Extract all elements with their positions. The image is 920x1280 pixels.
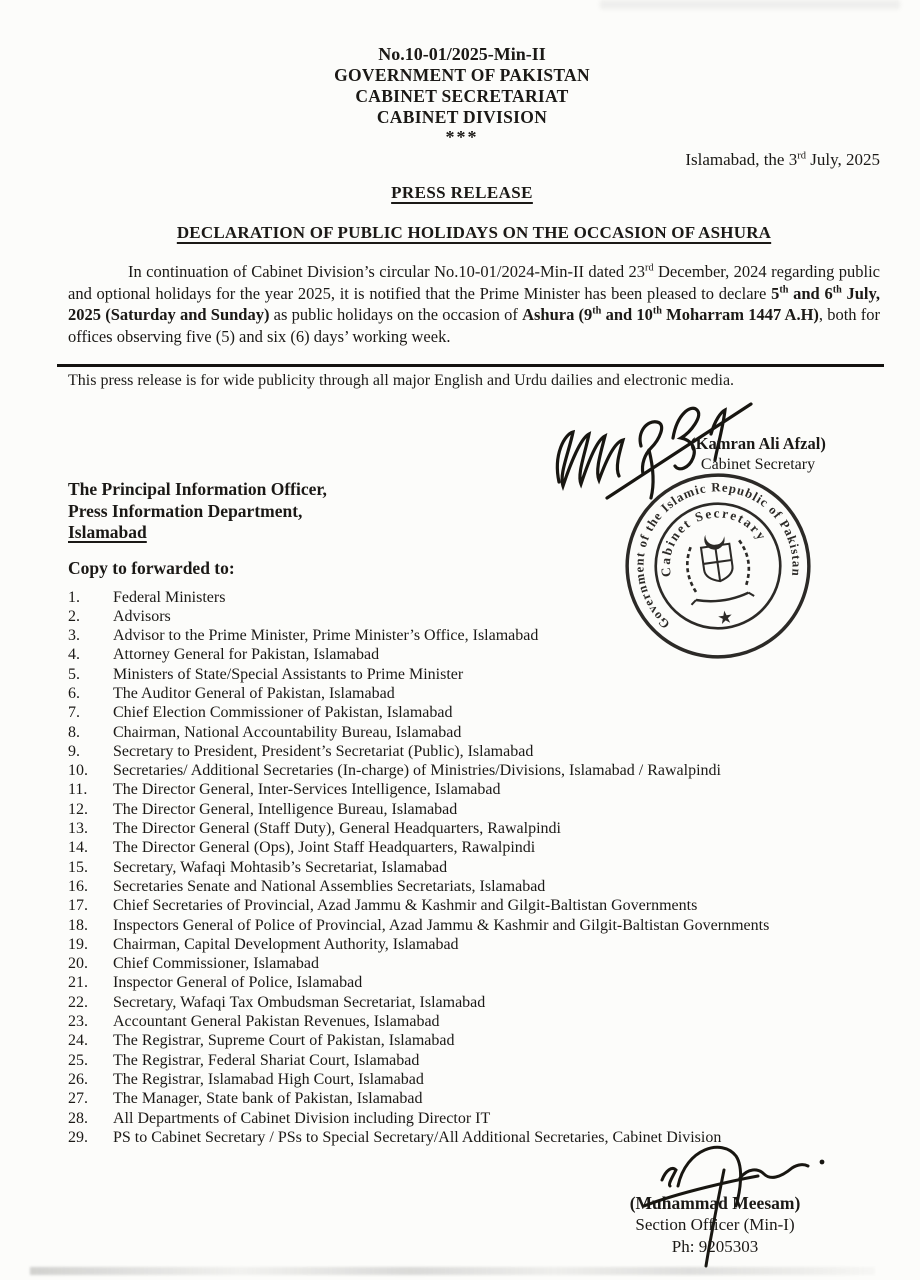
list-item <box>68 1109 880 1128</box>
body-text-segment: and 6 <box>788 283 833 303</box>
list-item <box>68 916 880 935</box>
body-text-segment: December, 2024 regarding public and optional holidays for the year 2025, it is notified that the Prime Minister has been pleased to declare <box>68 262 880 303</box>
list-item-text: Inspectors General of Police of Provincial, Azad Jammu & Kashmir and Gilgit-Baltistan Governments <box>113 916 770 934</box>
addressee-line-1: The Principal Information Officer, <box>68 479 327 499</box>
subject-heading-text: DECLARATION OF PUBLIC HOLIDAYS ON THE OCCASION OF ASHURA <box>176 223 772 242</box>
official-stamp <box>607 455 828 676</box>
list-item-number: 22. <box>68 993 88 1011</box>
list-item-text: All Departments of Cabinet Division including Director IT <box>113 1109 491 1127</box>
list-item-number: 27. <box>68 1090 88 1108</box>
reference-number: No.10-01/2025-Min-II <box>378 44 546 64</box>
list-item-text: The Registrar, Federal Shariat Court, Islamabad <box>113 1051 420 1069</box>
list-item-text: The Director General (Ops), Joint Staff Headquarters, Rawalpindi <box>113 839 536 857</box>
date-line <box>68 149 880 171</box>
list-item-text: Chief Secretaries of Provincial, Azad Jammu & Kashmir and Gilgit-Baltistan Governments <box>113 897 698 915</box>
list-item-text: The Auditor General of Pakistan, Islamabad <box>113 684 395 702</box>
press-release-heading-text: PRESS RELEASE <box>391 183 533 202</box>
list-item-text: Federal Ministers <box>113 588 226 606</box>
copy-distribution-list <box>68 588 880 1148</box>
list-item <box>68 838 880 857</box>
list-item <box>68 1031 880 1050</box>
list-item-text: Advisor to the Prime Minister, Prime Minister’s Office, Islamabad <box>113 627 539 645</box>
list-item <box>68 1051 880 1070</box>
list-item <box>68 780 880 799</box>
list-item-text: Secretaries/ Additional Secretaries (In-charge) of Ministries/Divisions, Islamabad / Rawalpindi <box>113 762 721 780</box>
list-item-text: Secretaries Senate and National Assemblies Secretariats, Islamabad <box>113 877 546 895</box>
list-item <box>68 703 880 722</box>
list-item-number: 6. <box>68 684 80 702</box>
body-text-segment: th <box>592 305 602 317</box>
list-item-number: 20. <box>68 955 88 973</box>
list-item-text: Attorney General for Pakistan, Islamabad <box>113 646 380 664</box>
list-item-number: 25. <box>68 1051 88 1069</box>
list-item-text: The Registrar, Islamabad High Court, Islamabad <box>113 1070 424 1088</box>
body-text-segment: Ashura (9 <box>522 305 593 324</box>
list-item <box>68 954 880 973</box>
body-text-segment: th <box>779 284 789 295</box>
stamp-star: ★ <box>717 608 734 628</box>
list-item-text: Ministers of State/Special Assistants to Prime Minister <box>113 665 464 683</box>
press-release-heading <box>56 183 868 203</box>
list-item <box>68 742 880 761</box>
list-item-number: 28. <box>68 1109 88 1127</box>
body-paragraph <box>68 261 880 347</box>
list-item-text: Chairman, Capital Development Authority, Islamabad <box>113 935 459 953</box>
list-item-text: The Manager, State bank of Pakistan, Islamabad <box>113 1090 423 1108</box>
list-item-text: Chairman, National Accountability Bureau, Islamabad <box>113 723 462 741</box>
list-item-number: 16. <box>68 877 88 895</box>
list-item-text: Secretary to President, President’s Secretariat (Public), Islamabad <box>113 742 534 760</box>
body-text-segment: Moharram 1447 A.H) <box>661 305 819 324</box>
signatory-bottom-phone: Ph: 9205303 <box>671 1237 759 1256</box>
horizontal-rule <box>57 364 884 367</box>
list-item <box>68 858 880 877</box>
list-item-text: Chief Commissioner, Islamabad <box>113 955 319 973</box>
list-item-text: Advisors <box>113 607 171 625</box>
list-item-number: 9. <box>68 742 80 760</box>
list-item <box>68 973 880 992</box>
list-item-number: 10. <box>68 762 88 780</box>
list-item-text: Secretary, Wafaqi Mohtasib’s Secretariat, Islamabad <box>113 858 448 876</box>
letterhead <box>56 44 868 146</box>
signatory-bottom-name: (Muhammad Meesam) <box>629 1193 801 1213</box>
date-ordinal-sup: rd <box>797 150 806 162</box>
list-item-text: The Director General (Staff Duty), General Headquarters, Rawalpindi <box>113 820 561 838</box>
list-item-number: 17. <box>68 897 88 915</box>
stamp-coat-of-arms <box>682 529 754 605</box>
list-item <box>68 684 880 703</box>
list-item <box>68 1070 880 1089</box>
body-text-segment: as public holidays on the occasion of <box>269 305 523 324</box>
date-prefix: Islamabad, the 3 <box>685 150 798 169</box>
stamp-inner-text: Cabinet Secretary <box>657 505 771 578</box>
list-item-text: Accountant General Pakistan Revenues, Islamabad <box>113 1013 440 1031</box>
list-item-number: 8. <box>68 723 80 741</box>
list-item-number: 24. <box>68 1032 88 1050</box>
list-item-number: 11. <box>68 781 88 799</box>
list-item-number: 1. <box>68 588 80 606</box>
list-item <box>68 935 880 954</box>
scan-artifact-bottom <box>30 1267 875 1275</box>
list-item-number: 14. <box>68 839 88 857</box>
list-item-number: 5. <box>68 665 80 683</box>
list-item-number: 7. <box>68 704 80 722</box>
list-item <box>68 761 880 780</box>
body-text-segment: In continuation of Cabinet Division’s circular No.10-01/2024-Min-II dated 23 <box>128 262 646 281</box>
stamp-outer-text: Government of the Islamic Republic of Pakistan <box>632 480 804 632</box>
list-item-number: 2. <box>68 607 80 625</box>
publicity-note: This press release is for wide publicity through all major English and Urdu dailies and electronic media. <box>68 372 735 389</box>
subject-heading <box>68 223 880 243</box>
body-text-segment: July, 2025 (Saturday and Sunday) <box>68 283 880 324</box>
list-item <box>68 1089 880 1108</box>
signatory-top-name: (Kamran Ali Afzal) <box>690 434 826 453</box>
signatory-top-title: Cabinet Secretary <box>700 456 816 473</box>
asterisk-separator: *** <box>445 127 479 147</box>
list-item-text: Secretary, Wafaqi Tax Ombudsman Secretariat, Islamabad <box>113 993 486 1011</box>
list-item <box>68 723 880 742</box>
list-item-text: The Director General, Intelligence Bureau, Islamabad <box>113 800 458 818</box>
list-item-text: Chief Election Commissioner of Pakistan, Islamabad <box>113 704 453 722</box>
body-text-segment: and 10 <box>601 305 653 324</box>
org-line-government: GOVERNMENT OF PAKISTAN <box>334 65 590 85</box>
list-item-number: 15. <box>68 858 88 876</box>
signatory-bottom-title: Section Officer (Min-I) <box>635 1215 795 1234</box>
list-item-text: The Registrar, Supreme Court of Pakistan, Islamabad <box>113 1032 455 1050</box>
date-suffix: July, 2025 <box>806 150 880 169</box>
org-line-division: CABINET DIVISION <box>376 107 548 127</box>
list-item <box>68 877 880 896</box>
list-item <box>68 800 880 819</box>
list-item-text: Inspector General of Police, Islamabad <box>113 974 363 992</box>
list-item-number: 29. <box>68 1128 88 1146</box>
list-item-number: 21. <box>68 974 88 992</box>
list-item <box>68 896 880 915</box>
list-item <box>68 819 880 838</box>
body-text-segment: rd <box>645 262 654 274</box>
list-item-number: 18. <box>68 916 88 934</box>
signatory-bottom <box>565 1142 865 1258</box>
body-text-segment: th <box>652 305 662 317</box>
list-item-number: 4. <box>68 646 80 664</box>
list-item-number: 13. <box>68 820 88 838</box>
list-item <box>68 665 880 684</box>
body-text-segment: , both for offices observing five (5) and six (6) days’ working week. <box>68 305 880 346</box>
list-item-number: 26. <box>68 1070 88 1088</box>
list-item <box>68 1012 880 1031</box>
list-item-text: PS to Cabinet Secretary / PSs to Special Secretary/All Additional Secretaries, Cabinet Division <box>113 1128 722 1146</box>
list-item <box>68 993 880 1012</box>
list-item-number: 23. <box>68 1013 88 1031</box>
copy-list-heading: Copy to forwarded to: <box>68 557 235 578</box>
body-text-segment: 5 <box>771 283 780 303</box>
addressee-line-2: Press Information Department, <box>68 500 303 521</box>
list-item-number: 19. <box>68 935 88 953</box>
list-item-number: 3. <box>68 627 80 645</box>
body-text-segment: th <box>832 284 842 295</box>
list-item-text: The Director General, Inter-Services Intelligence, Islamabad <box>113 781 501 799</box>
org-line-secretariat: CABINET SECRETARIAT <box>355 86 569 106</box>
addressee-city: Islamabad <box>68 522 147 542</box>
list-item-number: 12. <box>68 800 88 818</box>
